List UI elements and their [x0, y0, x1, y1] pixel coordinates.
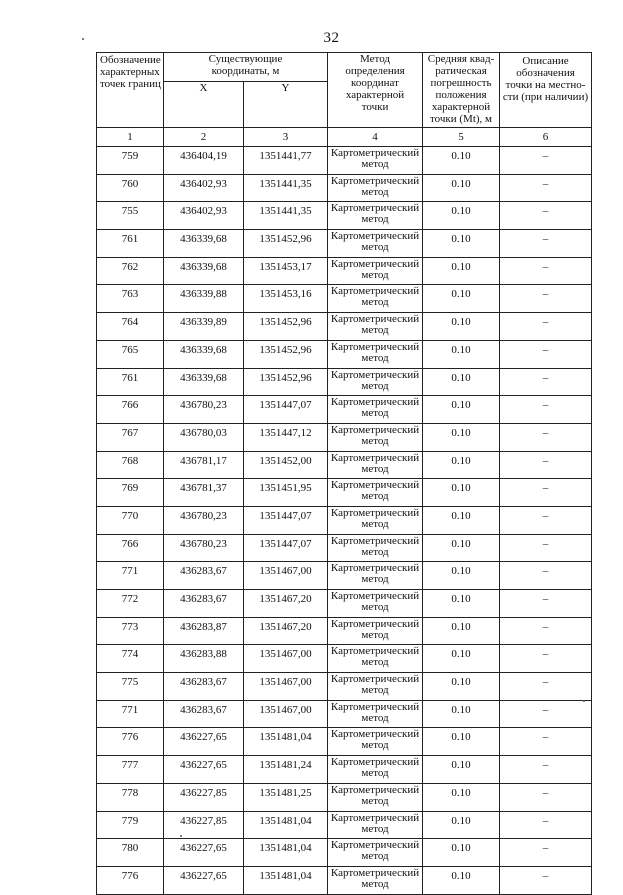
- y-coordinate-cell: 1351467,00: [244, 645, 328, 673]
- description-cell: –: [500, 506, 592, 534]
- x-coordinate-cell: 436404,19: [164, 147, 244, 175]
- x-coordinate-cell: 436227,65: [164, 756, 244, 784]
- table-row: [97, 230, 592, 258]
- point-cell: 775: [97, 673, 164, 701]
- x-coordinate-cell: 436780,23: [164, 534, 244, 562]
- description-cell: –: [500, 340, 592, 368]
- point-cell: 769: [97, 479, 164, 507]
- table-row: [97, 645, 592, 673]
- mean-error-cell: 0.10: [423, 866, 500, 894]
- point-cell: 780: [97, 839, 164, 867]
- x-coordinate-cell: 436227,85: [164, 783, 244, 811]
- method-cell: Картометрический метод: [328, 423, 423, 451]
- description-cell: –: [500, 728, 592, 756]
- y-coordinate-cell: 1351467,00: [244, 562, 328, 590]
- mean-error-cell: 0.10: [423, 423, 500, 451]
- description-cell: –: [500, 285, 592, 313]
- point-cell: 766: [97, 396, 164, 424]
- table-row: [97, 340, 592, 368]
- y-coordinate-cell: 1351481,04: [244, 811, 328, 839]
- table-row: [97, 506, 592, 534]
- point-cell: 767: [97, 423, 164, 451]
- table-row: [97, 285, 592, 313]
- table-row: [97, 673, 592, 701]
- mean-error-cell: 0.10: [423, 368, 500, 396]
- table-row: [97, 479, 592, 507]
- column-number: 2: [164, 128, 244, 147]
- header-method: Метод определения координат характерной точки: [328, 53, 423, 128]
- method-cell: Картометрический метод: [328, 147, 423, 175]
- x-coordinate-cell: 436339,68: [164, 340, 244, 368]
- description-cell: –: [500, 202, 592, 230]
- description-cell: –: [500, 673, 592, 701]
- header-description: Описание обозначения точки на местно-сти (при наличии): [500, 53, 592, 128]
- mean-error-cell: 0.10: [423, 174, 500, 202]
- header-mean-error: Средняя квад-ратическая погрешность положения характерной точки (Mt), м: [423, 53, 500, 128]
- x-coordinate-cell: 436339,68: [164, 257, 244, 285]
- table-row: [97, 756, 592, 784]
- point-cell: 774: [97, 645, 164, 673]
- description-cell: –: [500, 230, 592, 258]
- x-coordinate-cell: 436227,65: [164, 728, 244, 756]
- x-coordinate-cell: 436283,87: [164, 617, 244, 645]
- table-row: [97, 396, 592, 424]
- y-coordinate-cell: 1351452,96: [244, 313, 328, 341]
- x-coordinate-cell: 436227,85: [164, 811, 244, 839]
- method-cell: Картометрический метод: [328, 174, 423, 202]
- mean-error-cell: 0.10: [423, 506, 500, 534]
- description-cell: –: [500, 700, 592, 728]
- table-row: [97, 174, 592, 202]
- y-coordinate-cell: 1351467,00: [244, 673, 328, 701]
- y-coordinate-cell: 1351441,35: [244, 174, 328, 202]
- method-cell: Картометрический метод: [328, 340, 423, 368]
- point-cell: 777: [97, 756, 164, 784]
- mean-error-cell: 0.10: [423, 811, 500, 839]
- point-cell: 763: [97, 285, 164, 313]
- scan-speck: [583, 700, 585, 702]
- point-cell: 768: [97, 451, 164, 479]
- mean-error-cell: 0.10: [423, 673, 500, 701]
- method-cell: Картометрический метод: [328, 866, 423, 894]
- y-coordinate-cell: 1351447,12: [244, 423, 328, 451]
- table-row: [97, 617, 592, 645]
- boundary-points-table: [96, 52, 592, 895]
- column-number: 1: [97, 128, 164, 147]
- scan-speck: [180, 835, 182, 837]
- point-cell: 759: [97, 147, 164, 175]
- method-cell: Картометрический метод: [328, 839, 423, 867]
- mean-error-cell: 0.10: [423, 230, 500, 258]
- mean-error-cell: 0.10: [423, 756, 500, 784]
- method-cell: Картометрический метод: [328, 756, 423, 784]
- description-cell: –: [500, 866, 592, 894]
- mean-error-cell: 0.10: [423, 479, 500, 507]
- column-number: 5: [423, 128, 500, 147]
- table-row: [97, 423, 592, 451]
- y-coordinate-cell: 1351447,07: [244, 534, 328, 562]
- x-coordinate-cell: 436339,68: [164, 368, 244, 396]
- y-coordinate-cell: 1351467,20: [244, 590, 328, 618]
- point-cell: 770: [97, 506, 164, 534]
- mean-error-cell: 0.10: [423, 340, 500, 368]
- method-cell: Картометрический метод: [328, 479, 423, 507]
- point-cell: 764: [97, 313, 164, 341]
- method-cell: Картометрический метод: [328, 645, 423, 673]
- mean-error-cell: 0.10: [423, 534, 500, 562]
- description-cell: –: [500, 396, 592, 424]
- description-cell: –: [500, 368, 592, 396]
- method-cell: Картометрический метод: [328, 451, 423, 479]
- table-row: [97, 257, 592, 285]
- table-row: [97, 368, 592, 396]
- mean-error-cell: 0.10: [423, 728, 500, 756]
- description-cell: –: [500, 534, 592, 562]
- x-coordinate-cell: 436781,17: [164, 451, 244, 479]
- method-cell: Картометрический метод: [328, 673, 423, 701]
- description-cell: –: [500, 479, 592, 507]
- description-cell: –: [500, 617, 592, 645]
- y-coordinate-cell: 1351452,00: [244, 451, 328, 479]
- method-cell: Картометрический метод: [328, 783, 423, 811]
- mean-error-cell: 0.10: [423, 313, 500, 341]
- point-cell: 773: [97, 617, 164, 645]
- y-coordinate-cell: 1351441,35: [244, 202, 328, 230]
- method-cell: Картометрический метод: [328, 257, 423, 285]
- point-cell: 755: [97, 202, 164, 230]
- column-number: 6: [500, 128, 592, 147]
- x-coordinate-cell: 436780,03: [164, 423, 244, 451]
- description-cell: –: [500, 811, 592, 839]
- method-cell: Картометрический метод: [328, 230, 423, 258]
- header-x: X: [164, 82, 244, 128]
- scan-speck: [82, 38, 84, 40]
- table-row: [97, 534, 592, 562]
- method-cell: Картометрический метод: [328, 811, 423, 839]
- table-row: [97, 728, 592, 756]
- point-cell: 772: [97, 590, 164, 618]
- y-coordinate-cell: 1351481,04: [244, 866, 328, 894]
- mean-error-cell: 0.10: [423, 783, 500, 811]
- point-cell: 761: [97, 368, 164, 396]
- mean-error-cell: 0.10: [423, 617, 500, 645]
- table-row: [97, 866, 592, 894]
- method-cell: Картометрический метод: [328, 617, 423, 645]
- point-cell: 778: [97, 783, 164, 811]
- x-coordinate-cell: 436283,67: [164, 700, 244, 728]
- table-row: [97, 313, 592, 341]
- y-coordinate-cell: 1351447,07: [244, 396, 328, 424]
- description-cell: –: [500, 783, 592, 811]
- method-cell: Картометрический метод: [328, 506, 423, 534]
- mean-error-cell: 0.10: [423, 645, 500, 673]
- mean-error-cell: 0.10: [423, 700, 500, 728]
- mean-error-cell: 0.10: [423, 257, 500, 285]
- y-coordinate-cell: 1351441,77: [244, 147, 328, 175]
- x-coordinate-cell: 436780,23: [164, 506, 244, 534]
- description-cell: –: [500, 423, 592, 451]
- x-coordinate-cell: 436283,67: [164, 562, 244, 590]
- description-cell: –: [500, 756, 592, 784]
- header-coordinates-group: Существующие координаты, м: [164, 53, 328, 82]
- table-row: [97, 451, 592, 479]
- y-coordinate-cell: 1351447,07: [244, 506, 328, 534]
- column-number: 4: [328, 128, 423, 147]
- y-coordinate-cell: 1351481,25: [244, 783, 328, 811]
- description-cell: –: [500, 645, 592, 673]
- point-cell: 779: [97, 811, 164, 839]
- description-cell: –: [500, 839, 592, 867]
- mean-error-cell: 0.10: [423, 396, 500, 424]
- table-row: [97, 700, 592, 728]
- mean-error-cell: 0.10: [423, 147, 500, 175]
- table-row: [97, 202, 592, 230]
- mean-error-cell: 0.10: [423, 202, 500, 230]
- point-cell: 776: [97, 866, 164, 894]
- column-number: 3: [244, 128, 328, 147]
- x-coordinate-cell: 436339,68: [164, 230, 244, 258]
- method-cell: Картометрический метод: [328, 396, 423, 424]
- x-coordinate-cell: 436781,37: [164, 479, 244, 507]
- method-cell: Картометрический метод: [328, 368, 423, 396]
- point-cell: 765: [97, 340, 164, 368]
- point-cell: 771: [97, 562, 164, 590]
- table-row: [97, 783, 592, 811]
- method-cell: Картометрический метод: [328, 728, 423, 756]
- header-y: Y: [244, 82, 328, 128]
- y-coordinate-cell: 1351481,04: [244, 728, 328, 756]
- method-cell: Картометрический метод: [328, 313, 423, 341]
- table-row: [97, 811, 592, 839]
- description-cell: –: [500, 590, 592, 618]
- table-row: [97, 590, 592, 618]
- method-cell: Картометрический метод: [328, 590, 423, 618]
- x-coordinate-cell: 436402,93: [164, 174, 244, 202]
- table-body: [97, 147, 592, 895]
- point-cell: 761: [97, 230, 164, 258]
- description-cell: –: [500, 257, 592, 285]
- y-coordinate-cell: 1351481,24: [244, 756, 328, 784]
- y-coordinate-cell: 1351452,96: [244, 340, 328, 368]
- y-coordinate-cell: 1351452,96: [244, 230, 328, 258]
- description-cell: –: [500, 451, 592, 479]
- method-cell: Картометрический метод: [328, 534, 423, 562]
- mean-error-cell: 0.10: [423, 839, 500, 867]
- point-cell: 760: [97, 174, 164, 202]
- point-cell: 776: [97, 728, 164, 756]
- table-row: [97, 839, 592, 867]
- mean-error-cell: 0.10: [423, 285, 500, 313]
- y-coordinate-cell: 1351481,04: [244, 839, 328, 867]
- description-cell: –: [500, 174, 592, 202]
- point-cell: 771: [97, 700, 164, 728]
- point-cell: 766: [97, 534, 164, 562]
- method-cell: Картометрический метод: [328, 285, 423, 313]
- x-coordinate-cell: 436339,89: [164, 313, 244, 341]
- x-coordinate-cell: 436283,67: [164, 673, 244, 701]
- x-coordinate-cell: 436402,93: [164, 202, 244, 230]
- description-cell: –: [500, 313, 592, 341]
- method-cell: Картометрический метод: [328, 700, 423, 728]
- point-cell: 762: [97, 257, 164, 285]
- method-cell: Картометрический метод: [328, 562, 423, 590]
- mean-error-cell: 0.10: [423, 590, 500, 618]
- mean-error-cell: 0.10: [423, 451, 500, 479]
- method-cell: Картометрический метод: [328, 202, 423, 230]
- y-coordinate-cell: 1351451,95: [244, 479, 328, 507]
- header-point-designation: Обозначение характерных точек границ: [97, 53, 164, 128]
- column-number-row: [97, 128, 592, 147]
- x-coordinate-cell: 436780,23: [164, 396, 244, 424]
- table-row: [97, 147, 592, 175]
- y-coordinate-cell: 1351453,17: [244, 257, 328, 285]
- page-number: 32: [323, 30, 340, 46]
- description-cell: –: [500, 147, 592, 175]
- description-cell: –: [500, 562, 592, 590]
- x-coordinate-cell: 436283,67: [164, 590, 244, 618]
- x-coordinate-cell: 436283,88: [164, 645, 244, 673]
- y-coordinate-cell: 1351467,00: [244, 700, 328, 728]
- x-coordinate-cell: 436227,65: [164, 866, 244, 894]
- table-row: [97, 562, 592, 590]
- mean-error-cell: 0.10: [423, 562, 500, 590]
- y-coordinate-cell: 1351453,16: [244, 285, 328, 313]
- x-coordinate-cell: 436339,88: [164, 285, 244, 313]
- y-coordinate-cell: 1351452,96: [244, 368, 328, 396]
- y-coordinate-cell: 1351467,20: [244, 617, 328, 645]
- x-coordinate-cell: 436227,65: [164, 839, 244, 867]
